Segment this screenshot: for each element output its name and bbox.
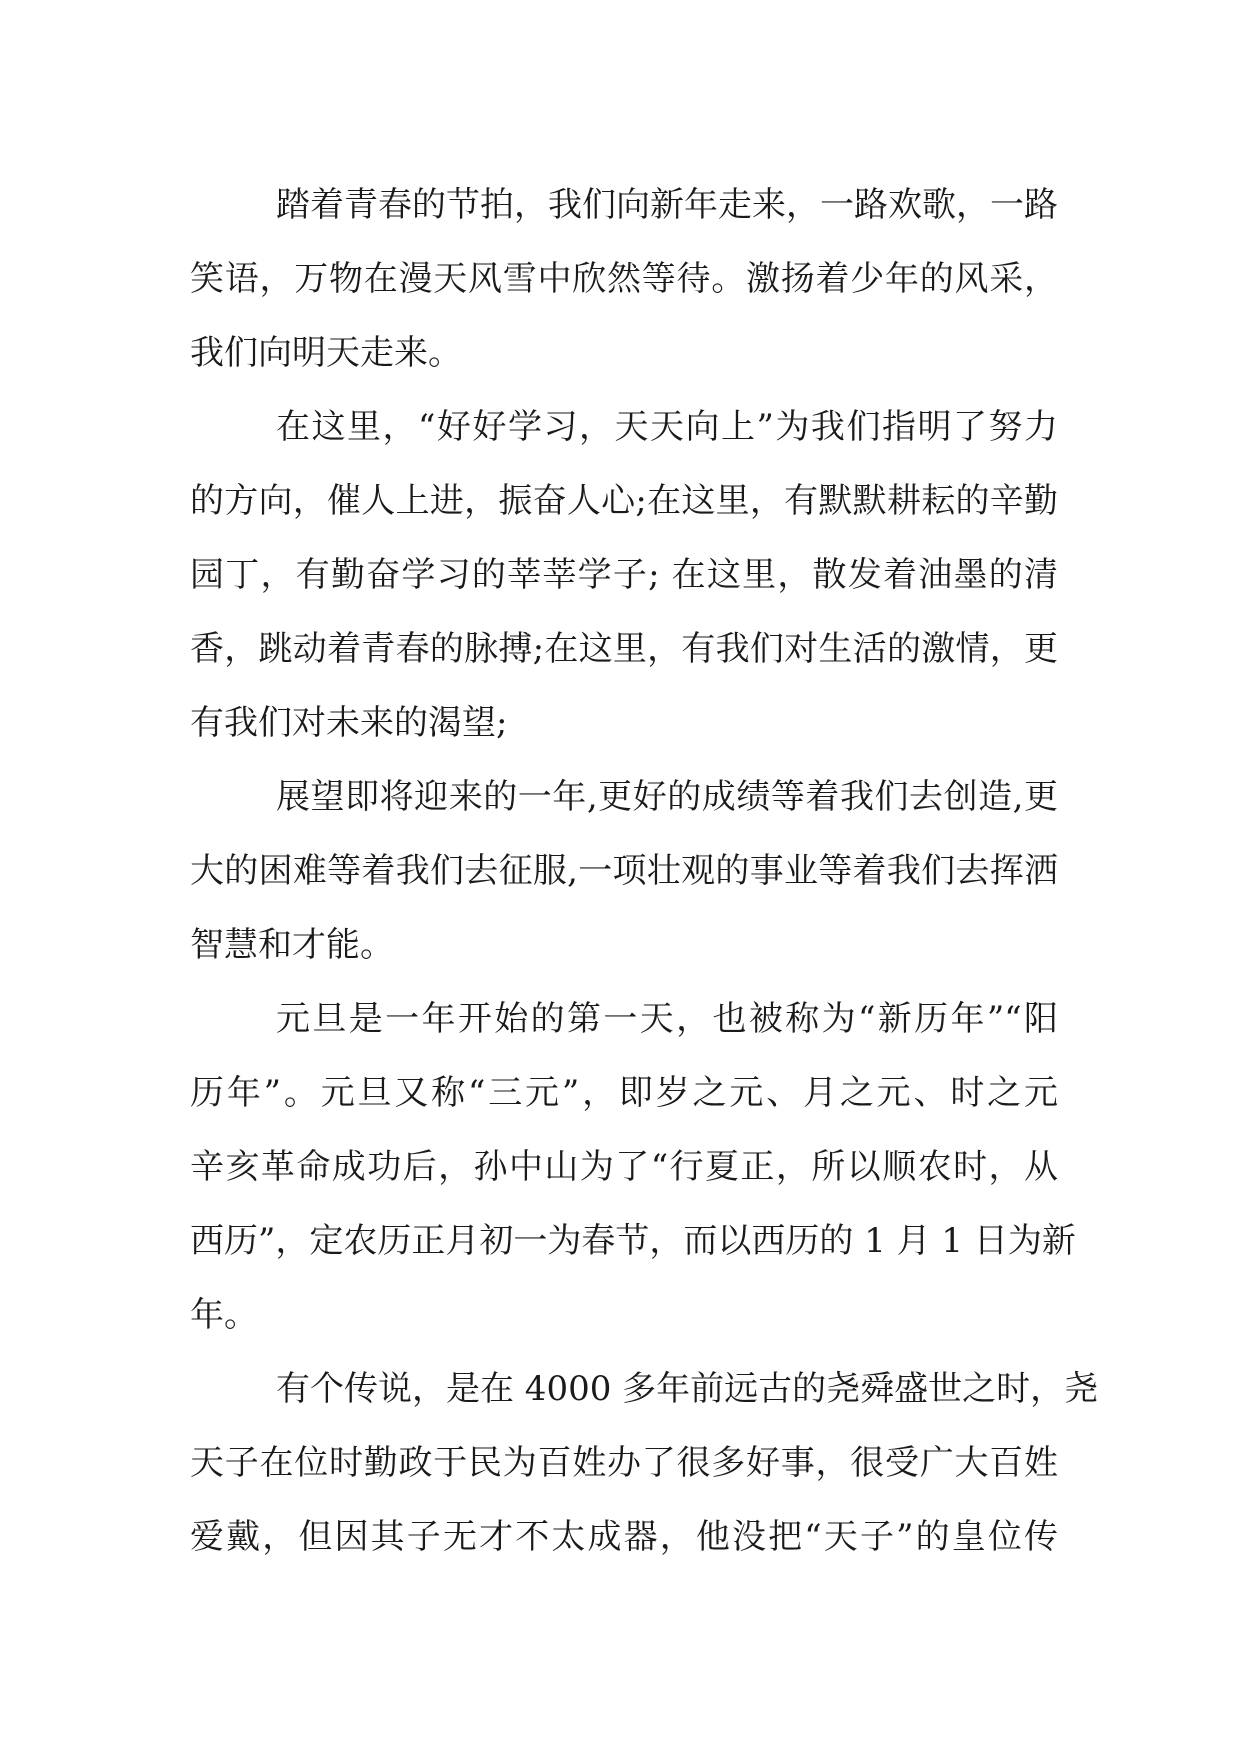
text-line: 在这里，“好好学习，天天向上”为我们指明了努力	[276, 407, 1058, 447]
text-line: 香，跳动着青春的脉搏;在这里，有我们对生活的激情，更	[190, 629, 1058, 669]
text-line: 的方向，催人上进，振奋人心;在这里，有默默耕耘的辛勤	[190, 481, 1058, 521]
text-line: 西历”，定农历正月初一为春节，而以西历的 1 月 1 日为新	[190, 1221, 1076, 1261]
text-line: 踏着青春的节拍，我们向新年走来，一路欢歌，一路	[276, 185, 1058, 225]
text-line: 有个传说，是在 4000 多年前远古的尧舜盛世之时，尧	[276, 1369, 1099, 1409]
body-text	[190, 168, 1099, 1574]
text-line: 辛亥革命成功后，孙中山为了“行夏正，所以顺农时，从	[190, 1147, 1058, 1187]
text-line: 园丁，有勤奋学习的莘莘学子; 在这里，散发着油墨的清	[190, 555, 1058, 595]
text-line: 爱戴，但因其子无才不太成器，他没把“天子”的皇位传	[190, 1517, 1058, 1557]
paragraph-3	[190, 760, 1058, 982]
text-line: 大的困难等着我们去征服,一项壮观的事业等着我们去挥洒	[190, 851, 1058, 891]
text-line: 智慧和才能。	[190, 925, 394, 965]
text-line: 历年”。元旦又称“三元”，即岁之元、月之元、时之元	[190, 1073, 1058, 1113]
text-line: 我们向明天走来。	[190, 333, 462, 373]
paragraph-5	[190, 1352, 1099, 1574]
text-line: 有我们对未来的渴望;	[190, 703, 508, 743]
text-line: 展望即将迎来的一年,更好的成绩等着我们去创造,更	[276, 777, 1058, 817]
text-line: 天子在位时勤政于民为百姓办了很多好事，很受广大百姓	[190, 1443, 1058, 1483]
text-line: 年。	[190, 1295, 258, 1335]
text-line: 元旦是一年开始的第一天，也被称为“新历年”“阳	[276, 999, 1058, 1039]
paragraph-4	[190, 982, 1076, 1352]
text-line: 笑语，万物在漫天风雪中欣然等待。激扬着少年的风采，	[190, 259, 1058, 299]
paragraph-1	[190, 168, 1058, 390]
paragraph-2	[190, 390, 1058, 760]
